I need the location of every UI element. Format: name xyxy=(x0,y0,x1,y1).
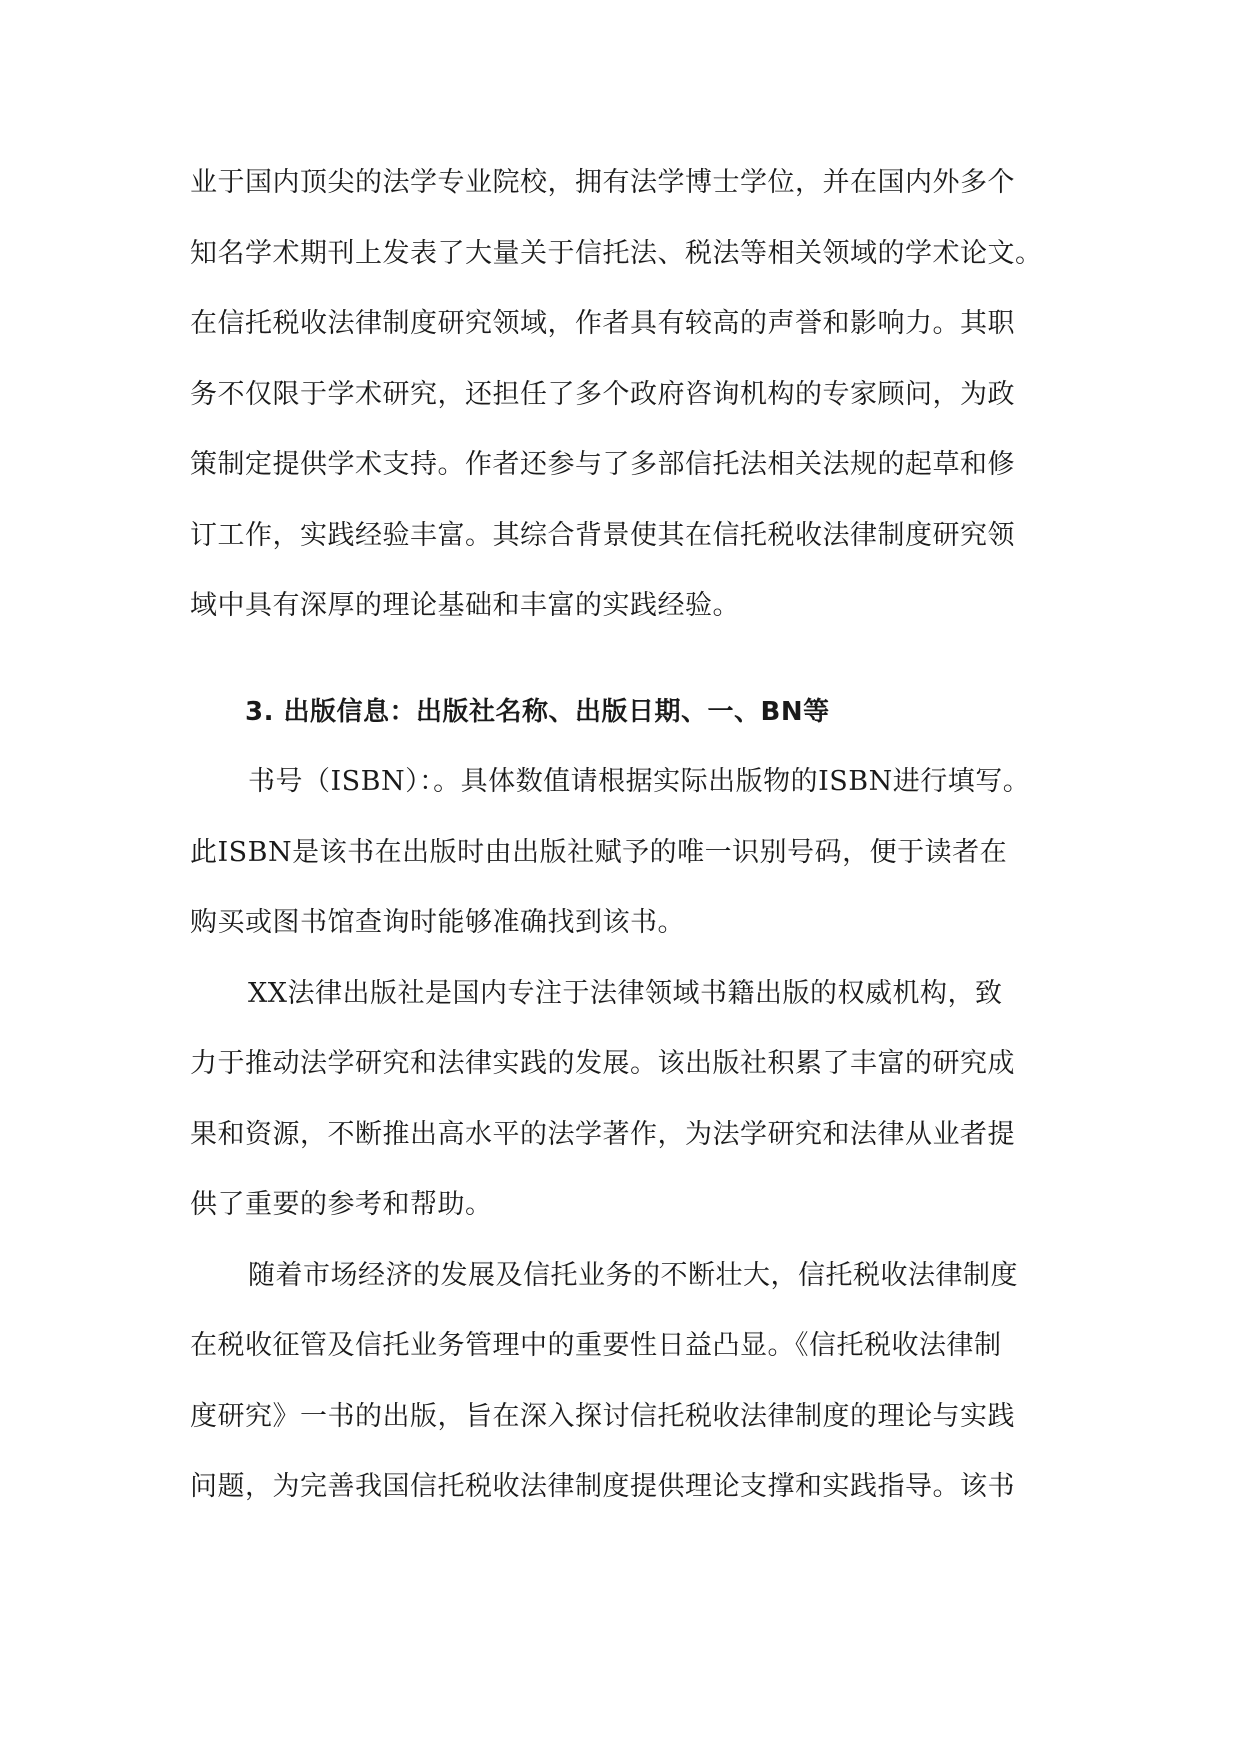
paragraph-publisher xyxy=(190,959,1070,1241)
text-line: 业于国内顶尖的法学专业院校，拥有法学博士学位，并在国内外多个 xyxy=(190,167,1015,198)
document-page xyxy=(190,148,1070,1523)
text-line: 此ISBN是该书在出版时由出版社赋予的唯一识别号码，便于读者在 xyxy=(190,836,1008,868)
paragraph-isbn xyxy=(190,747,1070,959)
text-line: 果和资源，不断推出高水平的法学著作，为法学研究和法律从业者提 xyxy=(190,1118,1015,1150)
text-line: 购买或图书馆查询时能够准确找到该书。 xyxy=(190,907,685,938)
text-line: 力于推动法学研究和法律实践的发展。该出版社积累了丰富的研究成 xyxy=(190,1048,1015,1079)
text-line: 随着市场经济的发展及信托业务的不断壮大，信托税收法律制度 xyxy=(248,1259,1018,1291)
text-line: 知名学术期刊上发表了大量关于信托法、税法等相关领域的学术论文。 xyxy=(190,237,1043,269)
text-line: 书号（ISBN）：。具体数值请根据实际出版物的ISBN进行填写。 xyxy=(248,766,1031,797)
text-line: 在税收征管及信托业务管理中的重要性日益凸显。《信托税收法律制 xyxy=(190,1330,1002,1361)
text-line: 度研究》一书的出版，旨在深入探讨信托税收法律制度的理论与实践 xyxy=(190,1400,1015,1432)
section-heading: 3. 出版信息：出版社名称、出版日期、一、BN等 xyxy=(245,696,830,727)
text-line: 订工作，实践经验丰富。其综合背景使其在信托税收法律制度研究领 xyxy=(190,519,1015,551)
text-line: 问题，为完善我国信托税收法律制度提供理论支撑和实践指导。该书 xyxy=(190,1471,1015,1502)
text-line: 在信托税收法律制度研究领域，作者具有较高的声誉和影响力。其职 xyxy=(190,308,1015,339)
text-line: 域中具有深厚的理论基础和丰富的实践经验。 xyxy=(190,590,740,621)
text-line: 供了重要的参考和帮助。 xyxy=(190,1189,493,1220)
text-line: 策制定提供学术支持。作者还参与了多部信托法相关法规的起草和修 xyxy=(190,449,1015,480)
paragraph-author-background xyxy=(190,148,1070,642)
text-line: XX法律出版社是国内专注于法律领域书籍出版的权威机构，致 xyxy=(248,977,1003,1009)
paragraph-significance xyxy=(190,1241,1070,1523)
text-line: 务不仅限于学术研究，还担任了多个政府咨询机构的专家顾问，为政 xyxy=(190,378,1015,410)
